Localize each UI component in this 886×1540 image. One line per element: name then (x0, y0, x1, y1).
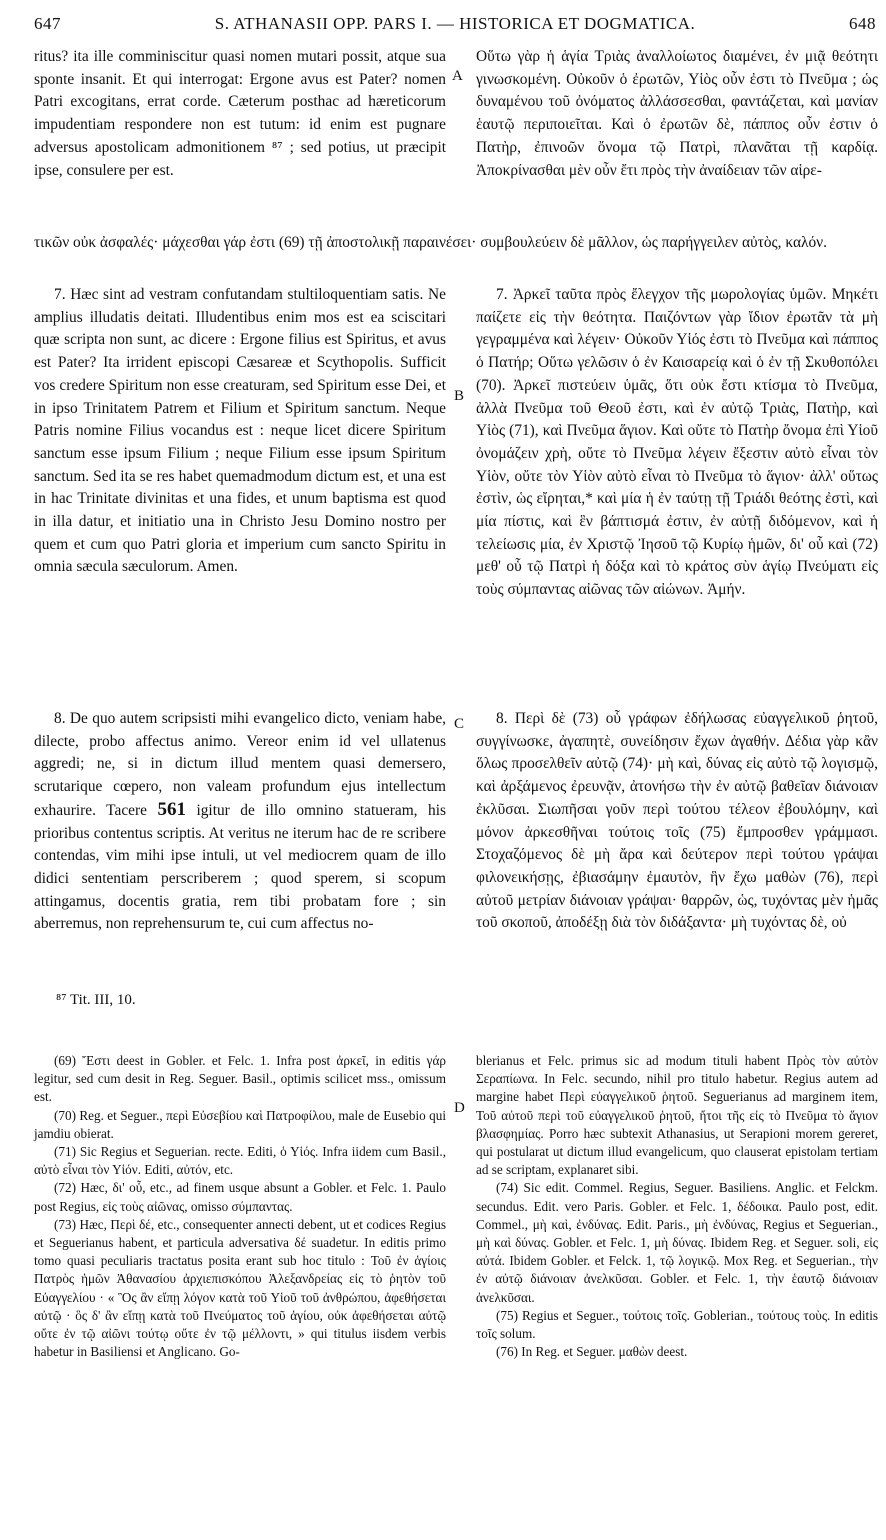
margin-letter-b: B (454, 388, 465, 404)
note-75: (75) Regius et Seguer., τούτοις τοῖς. Goblerian., τούτους τοὺς. In editis τοῖς solum. (476, 1307, 878, 1342)
greek-paragraph-8: 8. Περὶ δὲ (73) οὗ γράφων ἐδήλωσας εὐαγγελικοῦ ῥητοῦ, συγγίνωσκε, ἀγαπητὲ, συνείδησιν ἔχων ἀγαθήν. Δέδια γὰρ κἂν ὅλως προσελθεῖν αὐτῷ (74)· μὴ καὶ, δύνας εἰς αὐτὸ τῷ λογισμῷ, καὶ ἀρξάμενος ἐρευνᾷν, ἀτονήσω τὴν ἐν αὐτῷ βαθεῖαν διάνοιαν ἐκλῦσαι. Σιωπῆσαι γοῦν περὶ τούτου τέλεον ἐβουλόμην, καὶ μόνον ἀρκεσθῆναι τούτοις τοῖς (75) ἔμπροσθεν γράμμασι. Στοχαζόμενος δὲ μὴ ἄρα καὶ δεύτερον περὶ τούτου γράψαι φιλονεικήσῃς, ἐβιασάμην ἐμαυτὸν, ἣν ἔχω μαθὼν (76), περὶ αὐτοῦ μετρίαν διάνοιαν γράψαι· θαρρῶν, ὡς, τυχόντας μὲν ἡμᾶς τοῦ σκοποῦ, ἀποδέξῃ διὰ τὸν διδάξαντα· μὴ τυχόντας δὲ, οὐ (476, 710, 878, 932)
note-71: (71) Sic Regius et Seguerian. recte. Editi, ὁ Υἱός. Infra iidem cum Basil., αὐτὸ εἶναι τὸν Υἱόν. Editi, αὐτόν, etc. (34, 1144, 446, 1178)
greek-column-part3 (476, 708, 878, 935)
latin-paragraph-8 (34, 708, 446, 936)
greek-bridging-text: τικῶν οὐκ ἀσφαλές· μάχεσθαι γάρ ἐστι (69) τῇ ἀποστολικῇ παραινέσει· συμβουλεύειν δὲ μᾶλλον, ὡς παρήγγειλεν αὐτὸς, καλόν. (34, 234, 827, 251)
greek-column-part2 (476, 284, 878, 602)
scripture-footnote: ⁸⁷ Tit. III, 10. (56, 992, 136, 1008)
latin-paragraph-7: 7. Hæc sint ad vestram confutandam stultiloquentiam satis. Ne amplius illudatis deitati. Illudentibus enim mos est ea sciscitari quæ scripta non sunt, ac dicere : Ergone filius est Spiritus, et avus est Pater? Ita irrident episcopi Cæsareæ et Scythopolis. Sufficit vos credere Spiritum non esse creaturam, sed Spiritum esse Dei, et in ipso Trinitatem Patrem et Filium et Spiritum sanctum. Neque Patris nomine Filius vocandus est : neque licet dicere Spiritum sanctum esse ipsum Filium ; neque Filium esse ipsum Spiritum sanctum. Sed ita se res habet quemadmodum dictum est, et una est in hac Trinitate divinitas et una fides, et unum baptisma est quod in illa datur, et initiatio una in Christo Jesu Domino nostro per quem et cum quo Patri gloria et imperium cum sancto Spiritu in omnia sæcula sæculorum. Amen. (34, 286, 446, 576)
greek-paragraph-6-end: Οὕτω γὰρ ἡ ἁγία Τριὰς ἀναλλοίωτος διαμένει, ἐν μιᾷ θεότητι γινωσκομένη. Οὐκοῦν ὁ ἐρωτῶν, Υἱὸς οὖν ἐστι τὸ Πνεῦμα ; ὡς δυναμένου τοῦ ὀνόματος ἀλλάσσεσθαι, φαντάζεται, καὶ μανίαν ἑαυτῷ περιποιεῖται. Καὶ ὁ ἐρωτῶν δὲ, πάππος οὖν ἐστιν ὁ Πατὴρ, ἐπινοῶν ὄνομα τῷ Πατρὶ, πλανᾶται τῇ καρδίᾳ. Ἀποκρίνασθαι μὲν οὖν ἔτι πρὸς τὴν ἀναίδειαν τῶν αἱρε- (476, 48, 878, 179)
note-69: (69) Ἔστι deest in Gobler. et Felc. 1. Infra post ἀρκεῖ, in editis γάρ legitur, sed cum desit in Reg. Seguer. Basil., optimis scilicet mss., omissum est. (34, 1053, 446, 1105)
margin-letter-a: A (452, 68, 463, 84)
latin-column-part3 (34, 708, 446, 936)
note-74: (74) Sic edit. Commel. Regius, Seguer. Basiliens. Anglic. et Felckm. secundus. Edit. vero Paris. Gobler. et Felc. 1, δέδοικα. Paulo post, edit. Commel., μὴ καὶ, ἐνδύνας. Edit. Paris., μὴ ἐνδύνας, Regius et Seguerian., μὴ καὶ δύνας. Gobler. et Felc. 1, μὴ δύνας. Ibidem Reg. et Seguer. soli, εἰς αὐτά. Ibidem Gobler. et Felck. 1, τῷ λογικῷ. Mox Reg. et Seguerian., τὴν ἐν αὐτῷ διάνοιαν ἀνελκῦσαι. Gobler. et Felc. 1, τὴν ἑαυτῷ διάνοιαν ἀνελκῦσαι. (476, 1180, 878, 1305)
note-73-continued: blerianus et Felc. primus sic ad modum tituli habent Πρὸς τὸν αὐτὸν Σεραπίωνα. In Felc. secundo, nihil pro titulo habetur. Regius autem ad margine habet Περὶ εὐαγγελικοῦ ῥητοῦ. Seguerianus ad marginem item, Τοῦ αὐτοῦ περὶ τοῦ εὐαγγελικοῦ ῥητοῦ, ἤτοι τῆς εἰς τὸ Πνεῦμα τὸ ἅγιον βλασφημίας. Porro hæc subtexit Athanasius, ut Serapioni morem gereret, qui postularat ut dictum illud evangelicum, quo clauserat epistolam tertiam ad se scriptam, explanaret sibi. (476, 1053, 878, 1178)
margin-letter-c: C (454, 716, 465, 732)
latin-paragraph-6-end: ritus? ita ille comminiscitur quasi nomen mutari possit, atque sua sponte insanit. Et qui interrogat: Ergone avus est Pater? nomen Patri excogitans, errat corde. Cæterum posthac ad hæreticorum impudentiam respondere non est tutum: id enim est pugnare adversus apostolicam admonitionem ⁸⁷ ; sed potius, ut præcipit ipse, consulere per est. (34, 48, 446, 179)
greek-column-part1 (476, 46, 878, 182)
note-70: (70) Reg. et Seguer., περὶ Εὐσεβίου καὶ Πατροφίλου, male de Eusebio qui jamdiu obierat. (34, 1107, 446, 1141)
note-73: (73) Hæc, Περὶ δέ, etc., consequenter annecti debent, ut et codices Regius et Seguerianus habent, et particula adversativa δέ suadetur. In editis primo tomo quasi peculiaris tractatus posita erant sub hoc titulo : Τοῦ ἐν ἁγίοις Πατρὸς ἡμῶν Ἀθανασίου ἀρχιεπισκόπου Ἀλεξανδρείας εἰς τὸ ῥητὸν τοῦ Εὐαγγελίου · « Ὃς ἂν εἴπῃ λόγον κατὰ τοῦ Υἱοῦ τοῦ ἀνθρώπου, ἀφεθήσεται αὐτῷ · ὃς δ' ἂν εἴπῃ κατὰ τοῦ Πνεύματος τοῦ ἁγίου, οὐκ ἀφεθήσεται αὐτῷ οὔτε ἐν τῷ αἰῶνι τούτῳ οὔτε ἐν τῷ μέλλοντι, » qui titulus iisdem verbis habetur in Basiliensi et Anglicano. Go- (34, 1216, 446, 1360)
notes-left-column (34, 1052, 446, 1361)
greek-paragraph-7: 7. Ἀρκεῖ ταῦτα πρὸς ἔλεγχον τῆς μωρολογίας ὑμῶν. Μηκέτι παίζετε εἰς τὴν θεότητα. Παιζόντων γὰρ ἴδιον ἐρωτᾶν τὰ μὴ γεγραμμένα καὶ λέγειν· Οὐκοῦν Υἱός ἐστι τὸ Πνεῦμα καὶ πάππος ὁ Πατήρ; Οὕτω γελῶσιν ὁ ἐν Καισαρείᾳ καὶ ὁ ἐν τῇ Σκυθοπόλει (70). Ἀρκεῖ πιστεύειν ὑμᾶς, ὅτι οὐκ ἔστι κτίσμα τὸ Πνεῦμα, ἀλλὰ Πνεῦμα τοῦ Θεοῦ ἐστι, καὶ ἐν αὐτῷ Τριὰς, Πατὴρ, καὶ Υἱὸς (71), καὶ Πνεῦμα ἅγιον. Καὶ οὔτε τὸ Πατὴρ ὄνομα ἐπὶ Υἱοῦ ὀνομάζειν χρὴ, οὔτε τὸ Πνεῦμα λέγειν ἔξεστιν αὐτὸ εἶναι τὸν Υἱὸν, οὔτε τὸν Υἱὸν αὐτὸ εἶναι τὸ Πνεῦμα τὸ ἅγιον· ἀλλ' οὕτως ἐστὶν, ὡς εἴρηται,* καὶ μία ἡ ἐν ταύτῃ τῇ Τριάδι θεότης ἐστὶ, καὶ μία πίστις, καὶ ἓν βάπτισμά ἐστιν, ἐν αὐτῇ διδόμενον, καὶ ἡ τελείωσις μία, ἐν Χριστῷ Ἰησοῦ τῷ Κυρίῳ ἡμῶν, δι' οὗ καὶ (72) μεθ' οὗ τῷ Πατρὶ ἡ δόξα καὶ τὸ κράτος σὺν ἁγίῳ Πνεύματι εἰς τοὺς σύμπαντας αἰῶνας τῶν αἰώνων. Ἀμήν. (476, 286, 878, 599)
running-title: S. ATHANASII OPP. PARS I. — HISTORICA ET DOGMATICA. (214, 14, 696, 33)
page-number-left: 647 (34, 14, 61, 33)
latin-paragraph-8-start: 8. De quo autem scripsisti mihi evangelico dicto, veniam habe, dilecte, probo affectus animo. Vereor enim id vel ullatenus aggredi; ne, si in dictum illud mentem quasi demersero, scrutarique cœpero, non valeam profundum ejus intellectum exhaurire. Tacere (34, 710, 446, 819)
latin-paragraph-8-rest: igitur de illo omnino statueram, his prioribus contentus scriptis. At veritus ne iterum hac de re scribere contendas, vim mihi ipse intuli, ut vel mediocrem quam de illo didici sententiam perscriberem ; quod sperem, si scopum attingamus, docentis gratia, rem tibi probatam fore ; sin aberremus, non reprehensurum te, cui cum affectus no- (34, 801, 446, 933)
notes-right-column (476, 1052, 878, 1361)
latin-column-part1 (34, 46, 446, 182)
latin-column-part2 (34, 284, 446, 579)
full-width-greek-line (34, 232, 878, 255)
page-number-right: 648 (849, 14, 876, 33)
running-header (34, 14, 876, 40)
note-76: (76) In Reg. et Seguer. μαθὼν deest. (496, 1344, 688, 1360)
note-72: (72) Hæc, δι' οὗ, etc., ad finem usque absunt a Gobler. et Felc. 1. Paulo post Regius, εἰς τοὺς αἰῶνας, omisso σύμπαντας. (34, 1180, 446, 1214)
margin-letter-d: D (454, 1100, 465, 1116)
edition-page-number: 561 (157, 798, 186, 820)
